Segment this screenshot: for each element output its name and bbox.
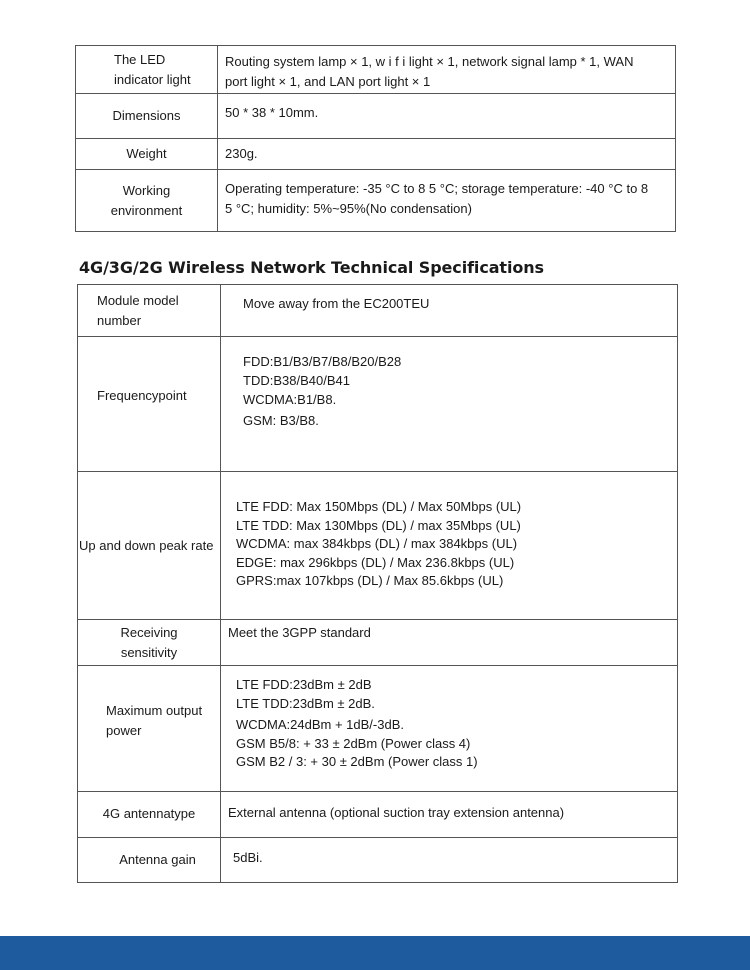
spec-value-peak-rate (221, 472, 678, 620)
label-line: Weight (126, 146, 167, 161)
spec-label-max-output-power (78, 666, 221, 792)
value-line: TDD:B38/B40/B41 (243, 373, 350, 388)
table-row (78, 620, 678, 666)
label-line: Antenna gain (119, 852, 196, 867)
footer-bar (0, 936, 750, 970)
value-line: GSM B2 / 3: + 30 ± 2dBm (Power class 1) (236, 754, 478, 769)
value-line: port light × 1, and LAN port light × 1 (225, 74, 431, 89)
spec-value-working-environment (218, 170, 676, 232)
spec-label-antenna-gain (78, 838, 221, 883)
label-line: 4G antennatype (102, 805, 196, 821)
spec-value-led-indicator (218, 46, 676, 94)
label-line: Frequencypoint (97, 388, 187, 403)
value-line: 5 °C; humidity: 5%~95%(No condensation) (225, 201, 472, 216)
spec-label-receiving-sensitivity (78, 620, 221, 666)
spec-label-working-environment (76, 170, 218, 232)
spec-label-antenna-type (78, 792, 221, 838)
spec-value-weight (218, 139, 676, 170)
value-line: LTE FDD: Max 150Mbps (DL) / Max 50Mbps (UL) (236, 499, 522, 514)
value-line: Move away from the EC200TEU (243, 296, 430, 311)
value-line: FDD:B1/B3/B7/B8/B20/B28 (243, 354, 402, 369)
label-line: The LED (114, 51, 166, 67)
value-line: WCDMA:24dBm + 1dB/-3dB. (236, 717, 404, 732)
spec-label-frequency-point (78, 337, 221, 472)
label-line: Maximum output (106, 702, 203, 718)
spec-value-frequency-point (221, 337, 678, 472)
label-line: Working (122, 182, 171, 198)
table-row (76, 94, 676, 139)
hardware-spec-table (75, 45, 676, 232)
table-row (78, 285, 678, 337)
spec-label-module-model (78, 285, 221, 337)
label-line: number (97, 312, 142, 328)
table-row (78, 472, 678, 620)
label-line: Module model (97, 292, 179, 308)
value-line: Operating temperature: -35 °C to 8 5 °C; storage temperature: -40 °C to 8 (225, 181, 649, 196)
label-line: Dimensions (112, 108, 181, 123)
spec-label-weight (76, 139, 218, 170)
label-line: sensitivity (120, 644, 178, 660)
value-line: LTE TDD:23dBm ± 2dB. (236, 695, 375, 711)
value-line: WCDMA: max 384kbps (DL) / max 384kbps (UL) (236, 536, 518, 551)
table-row (78, 838, 678, 883)
value-line: GSM: B3/B8. (243, 413, 319, 428)
table-row (78, 792, 678, 838)
table-row (78, 666, 678, 792)
value-line: 5dBi. (233, 850, 263, 865)
spec-value-receiving-sensitivity (221, 620, 678, 666)
value-line: Routing system lamp × 1, w i f i light × 1, network signal lamp * 1, WAN (225, 54, 634, 69)
section-heading: 4G/3G/2G Wireless Network Technical Specifications (79, 258, 544, 277)
label-line: power (106, 722, 142, 738)
table-row (76, 46, 676, 94)
value-line: LTE FDD:23dBm ± 2dB (236, 677, 372, 692)
spec-label-led-indicator (76, 46, 218, 94)
table-row (76, 170, 676, 232)
table-row (78, 337, 678, 472)
value-line: Meet the 3GPP standard (228, 625, 371, 640)
spec-value-dimensions (218, 94, 676, 139)
label-line: indicator light (114, 71, 191, 87)
spec-value-max-output-power (221, 666, 678, 792)
spec-label-dimensions (76, 94, 218, 139)
value-line: GPRS:max 107kbps (DL) / Max 85.6kbps (UL) (236, 573, 504, 588)
value-line: LTE TDD: Max 130Mbps (DL) / max 35Mbps (UL) (236, 517, 521, 533)
value-line: 50 * 38 * 10mm. (225, 105, 319, 120)
table-row (76, 139, 676, 170)
spec-value-antenna-type (221, 792, 678, 838)
label-line: environment (110, 202, 183, 218)
value-line: External antenna (optional suction tray extension antenna) (228, 804, 565, 820)
value-line: EDGE: max 296kbps (DL) / Max 236.8kbps (UL) (236, 554, 515, 570)
value-line: WCDMA:B1/B8. (243, 392, 337, 407)
spec-value-antenna-gain (221, 838, 678, 883)
spec-label-peak-rate (78, 472, 221, 620)
label-line: Up and down peak rate (79, 537, 214, 553)
value-line: 230g. (225, 146, 258, 161)
wireless-spec-table (77, 284, 678, 883)
value-line: GSM B5/8: + 33 ± 2dBm (Power class 4) (236, 735, 471, 751)
label-line: Receiving (120, 624, 178, 640)
spec-value-module-model (221, 285, 678, 337)
